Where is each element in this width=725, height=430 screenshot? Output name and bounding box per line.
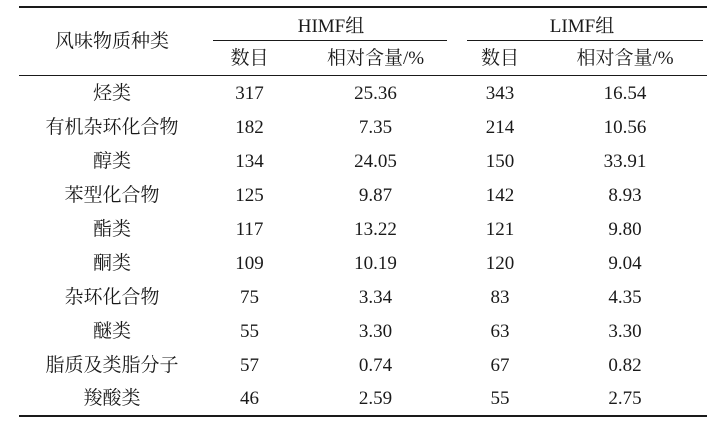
cell-himf-content: 24.05 — [354, 150, 397, 172]
table-row — [19, 246, 707, 280]
cell-himf-count: 182 — [235, 116, 264, 138]
cell-limf-content: 4.35 — [608, 286, 642, 308]
cell-himf-count: 46 — [240, 388, 259, 409]
cell-category: 脂质及类脂分子 — [45, 354, 179, 376]
cell-himf-content: 9.87 — [358, 184, 393, 206]
header-group-limf-label: LIMF组 — [549, 16, 615, 37]
table-body — [19, 76, 707, 417]
cell-limf-content: 9.04 — [608, 252, 642, 274]
cell-limf-count: 343 — [485, 82, 515, 104]
cell-category: 羧酸类 — [83, 388, 141, 409]
table-row — [19, 110, 707, 144]
cell-himf-count: 125 — [235, 184, 264, 206]
cell-limf-content: 33.91 — [603, 150, 647, 172]
cell-limf-content: 3.30 — [608, 320, 642, 342]
cell-category: 醚类 — [92, 320, 131, 342]
table-row — [19, 382, 707, 416]
cell-limf-count: 83 — [490, 286, 510, 308]
cell-category: 苯型化合物 — [64, 184, 160, 206]
cell-category: 烃类 — [92, 82, 131, 104]
cell-himf-count: 57 — [240, 354, 259, 376]
cell-himf-content: 10.19 — [354, 252, 397, 274]
table-row — [19, 348, 707, 382]
header-group-himf — [205, 7, 457, 41]
table-row — [19, 144, 707, 178]
cell-limf-content: 9.80 — [608, 218, 642, 240]
cell-category: 酮类 — [92, 252, 131, 274]
cell-limf-count: 121 — [485, 218, 515, 240]
cell-limf-count: 55 — [490, 388, 510, 409]
cell-limf-count: 67 — [490, 354, 510, 376]
cell-himf-count: 75 — [240, 286, 259, 308]
table-row — [19, 76, 707, 111]
cell-himf-content: 3.30 — [358, 320, 393, 342]
cell-himf-content: 25.36 — [354, 82, 397, 104]
cell-limf-content: 0.82 — [608, 354, 642, 376]
cell-himf-count: 317 — [235, 82, 264, 104]
header-category: 风味物质种类 — [19, 7, 205, 76]
header-group-himf-label: HIMF组 — [297, 16, 365, 37]
cell-limf-count: 120 — [485, 252, 515, 274]
cell-himf-content: 3.34 — [358, 286, 393, 308]
cell-limf-content: 16.54 — [603, 82, 647, 104]
header-himf-content: 相对含量/% — [326, 47, 425, 69]
header-limf-count: 数目 — [480, 47, 519, 69]
cell-limf-count: 63 — [490, 320, 510, 342]
header-himf-count: 数目 — [230, 47, 269, 69]
cell-himf-content: 13.22 — [354, 218, 397, 240]
cell-himf-count: 55 — [240, 320, 259, 342]
cell-category: 醇类 — [92, 150, 131, 172]
cell-himf-content: 7.35 — [358, 116, 393, 138]
table-row — [19, 314, 707, 348]
cell-limf-count: 214 — [485, 116, 515, 138]
cell-himf-count: 134 — [235, 150, 264, 172]
cell-limf-content: 2.75 — [608, 388, 642, 409]
cell-limf-count: 150 — [485, 150, 515, 172]
header-limf-content: 相对含量/% — [576, 47, 674, 69]
table-row — [19, 212, 707, 246]
cell-himf-content: 2.59 — [358, 388, 393, 409]
cell-limf-count: 142 — [485, 184, 515, 206]
cell-himf-count: 117 — [235, 218, 264, 240]
cell-category: 酯类 — [92, 218, 131, 240]
table-row — [19, 280, 707, 314]
flavor-compound-table-container — [19, 6, 707, 417]
header-group-limf — [457, 7, 707, 41]
cell-category: 有机杂环化合物 — [45, 116, 179, 138]
cell-himf-content: 0.74 — [358, 354, 393, 376]
cell-himf-count: 109 — [235, 252, 264, 274]
flavor-compound-table — [19, 6, 707, 417]
table-row — [19, 178, 707, 212]
cell-limf-content: 8.93 — [608, 184, 642, 206]
cell-limf-content: 10.56 — [603, 116, 647, 138]
cell-category: 杂环化合物 — [64, 286, 160, 308]
table-header — [19, 7, 707, 76]
